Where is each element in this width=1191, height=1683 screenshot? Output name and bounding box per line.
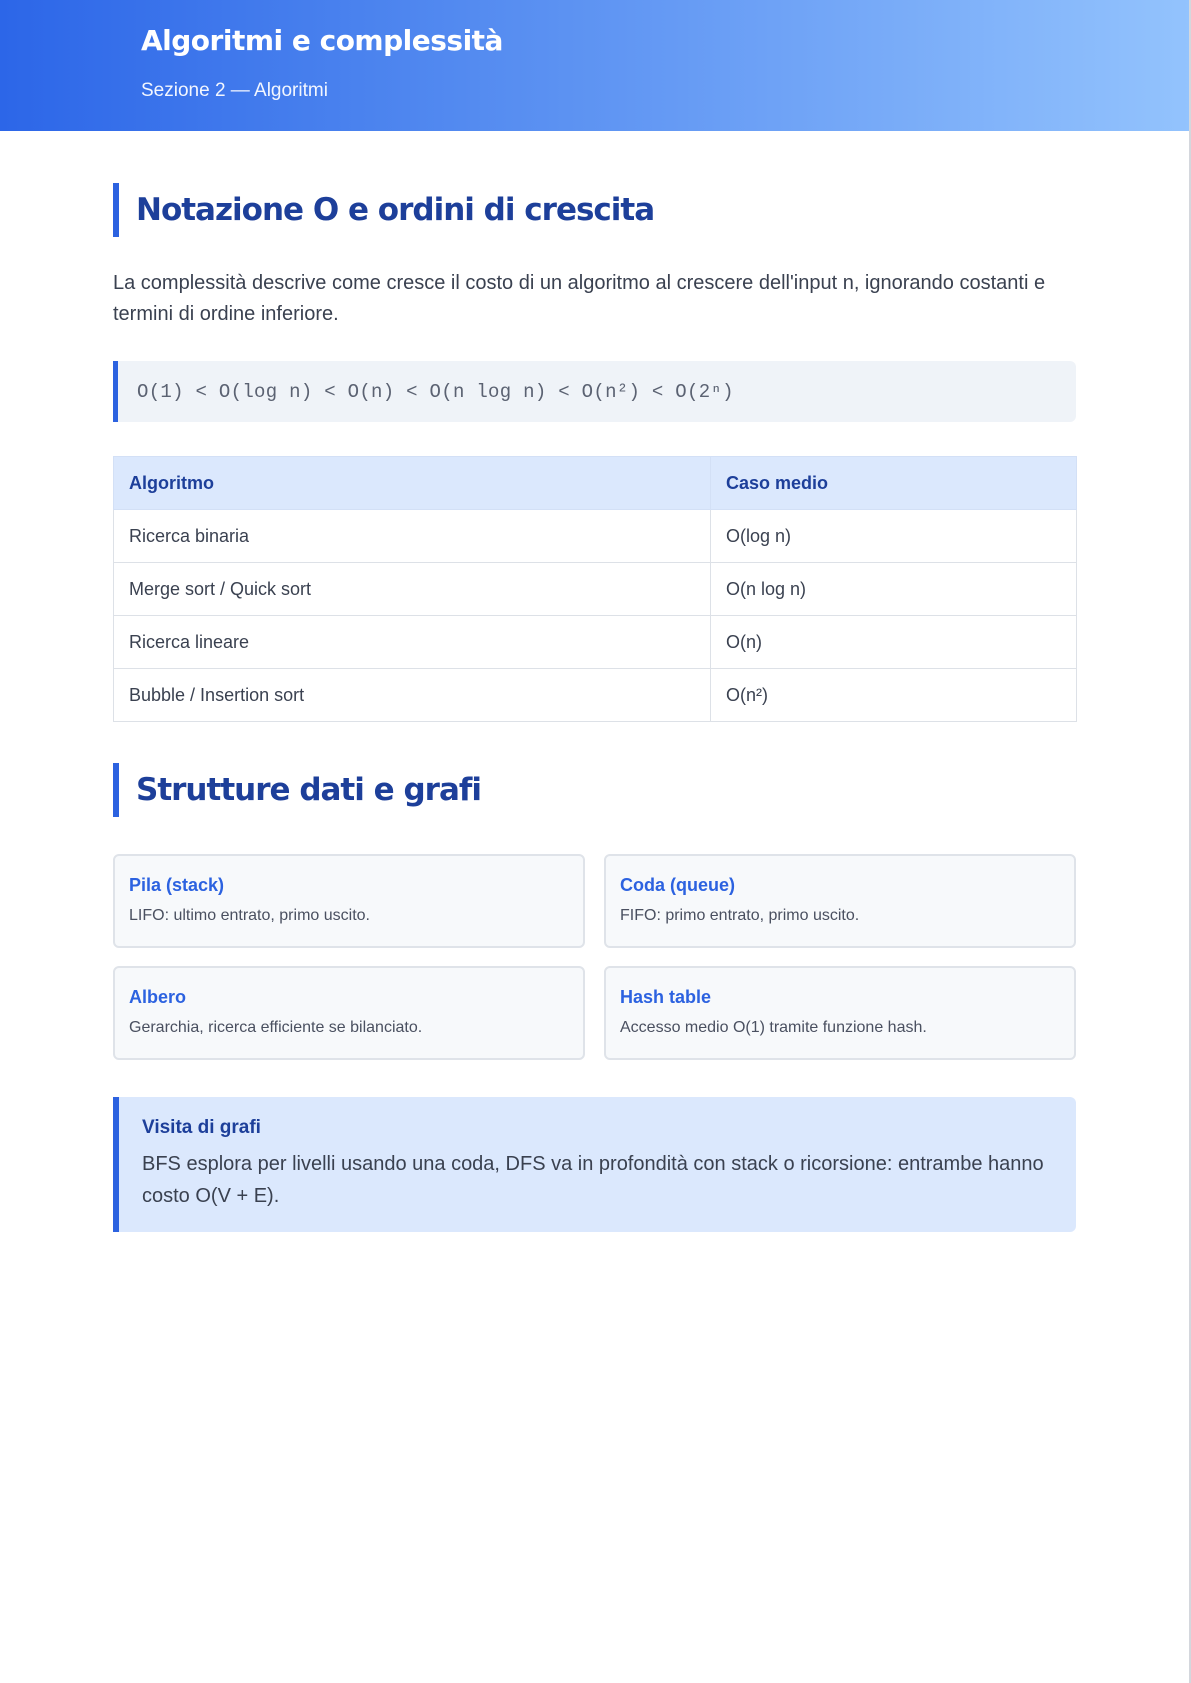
column-header-algorithm: Algoritmo: [114, 457, 711, 510]
page-header: [0, 0, 1191, 131]
complexity-cell: O(n log n): [711, 563, 1077, 616]
column-header-average-case: Caso medio: [711, 457, 1077, 510]
card-stack: [113, 854, 585, 948]
table-row: [114, 563, 1077, 616]
algorithm-cell: Ricerca binaria: [114, 510, 711, 563]
algorithm-cell: Ricerca lineare: [114, 616, 711, 669]
intro-paragraph: La complessità descrive come cresce il costo di un algoritmo al crescere dell'input n, ignorando costanti e termini di ordine inferiore.: [113, 272, 1046, 325]
table-row: [114, 616, 1077, 669]
algorithm-cell: Bubble / Insertion sort: [114, 669, 711, 722]
complexity-table: [113, 456, 1077, 722]
main-content: [113, 183, 1076, 1232]
section-heading-big-o: Notazione O e ordini di crescita: [113, 183, 1076, 237]
graph-traversal-callout: [113, 1097, 1076, 1232]
callout-title: Visita di grafi: [142, 1117, 261, 1138]
callout-text: BFS esplora per livelli usando una coda, DFS va in profondità con stack o ricorsione: entrambe hanno costo O(V + E).: [142, 1153, 1044, 1207]
card-title: Hash table: [620, 987, 712, 1007]
growth-order-code: O(1) < O(log n) < O(n) < O(n log n) < O(n²) < O(2ⁿ): [113, 361, 1076, 422]
card-description: Gerarchia, ricerca efficiente se bilanciato.: [129, 1019, 423, 1036]
complexity-cell: O(n²): [711, 669, 1077, 722]
card-hash-table: [604, 966, 1076, 1060]
section-subtitle: Sezione 2 — Algoritmi: [141, 80, 328, 101]
card-title: Pila (stack): [129, 875, 225, 895]
card-queue: [604, 854, 1076, 948]
card-description: LIFO: ultimo entrato, primo uscito.: [129, 907, 370, 924]
card-title: Albero: [129, 987, 187, 1007]
table-row: [114, 669, 1077, 722]
card-title: Coda (queue): [620, 875, 735, 895]
card-description: Accesso medio O(1) tramite funzione hash.: [620, 1019, 927, 1036]
card-tree: [113, 966, 585, 1060]
algorithm-cell: Merge sort / Quick sort: [114, 563, 711, 616]
complexity-cell: O(log n): [711, 510, 1077, 563]
complexity-cell: O(n): [711, 616, 1077, 669]
section-heading-data-structures: Strutture dati e grafi: [113, 763, 1076, 817]
table-row: [114, 510, 1077, 563]
document-title: Algoritmi e complessità: [141, 24, 503, 57]
data-structure-cards: [113, 854, 1076, 1060]
card-description: FIFO: primo entrato, primo uscito.: [620, 907, 860, 924]
table-header-row: [114, 457, 1077, 510]
